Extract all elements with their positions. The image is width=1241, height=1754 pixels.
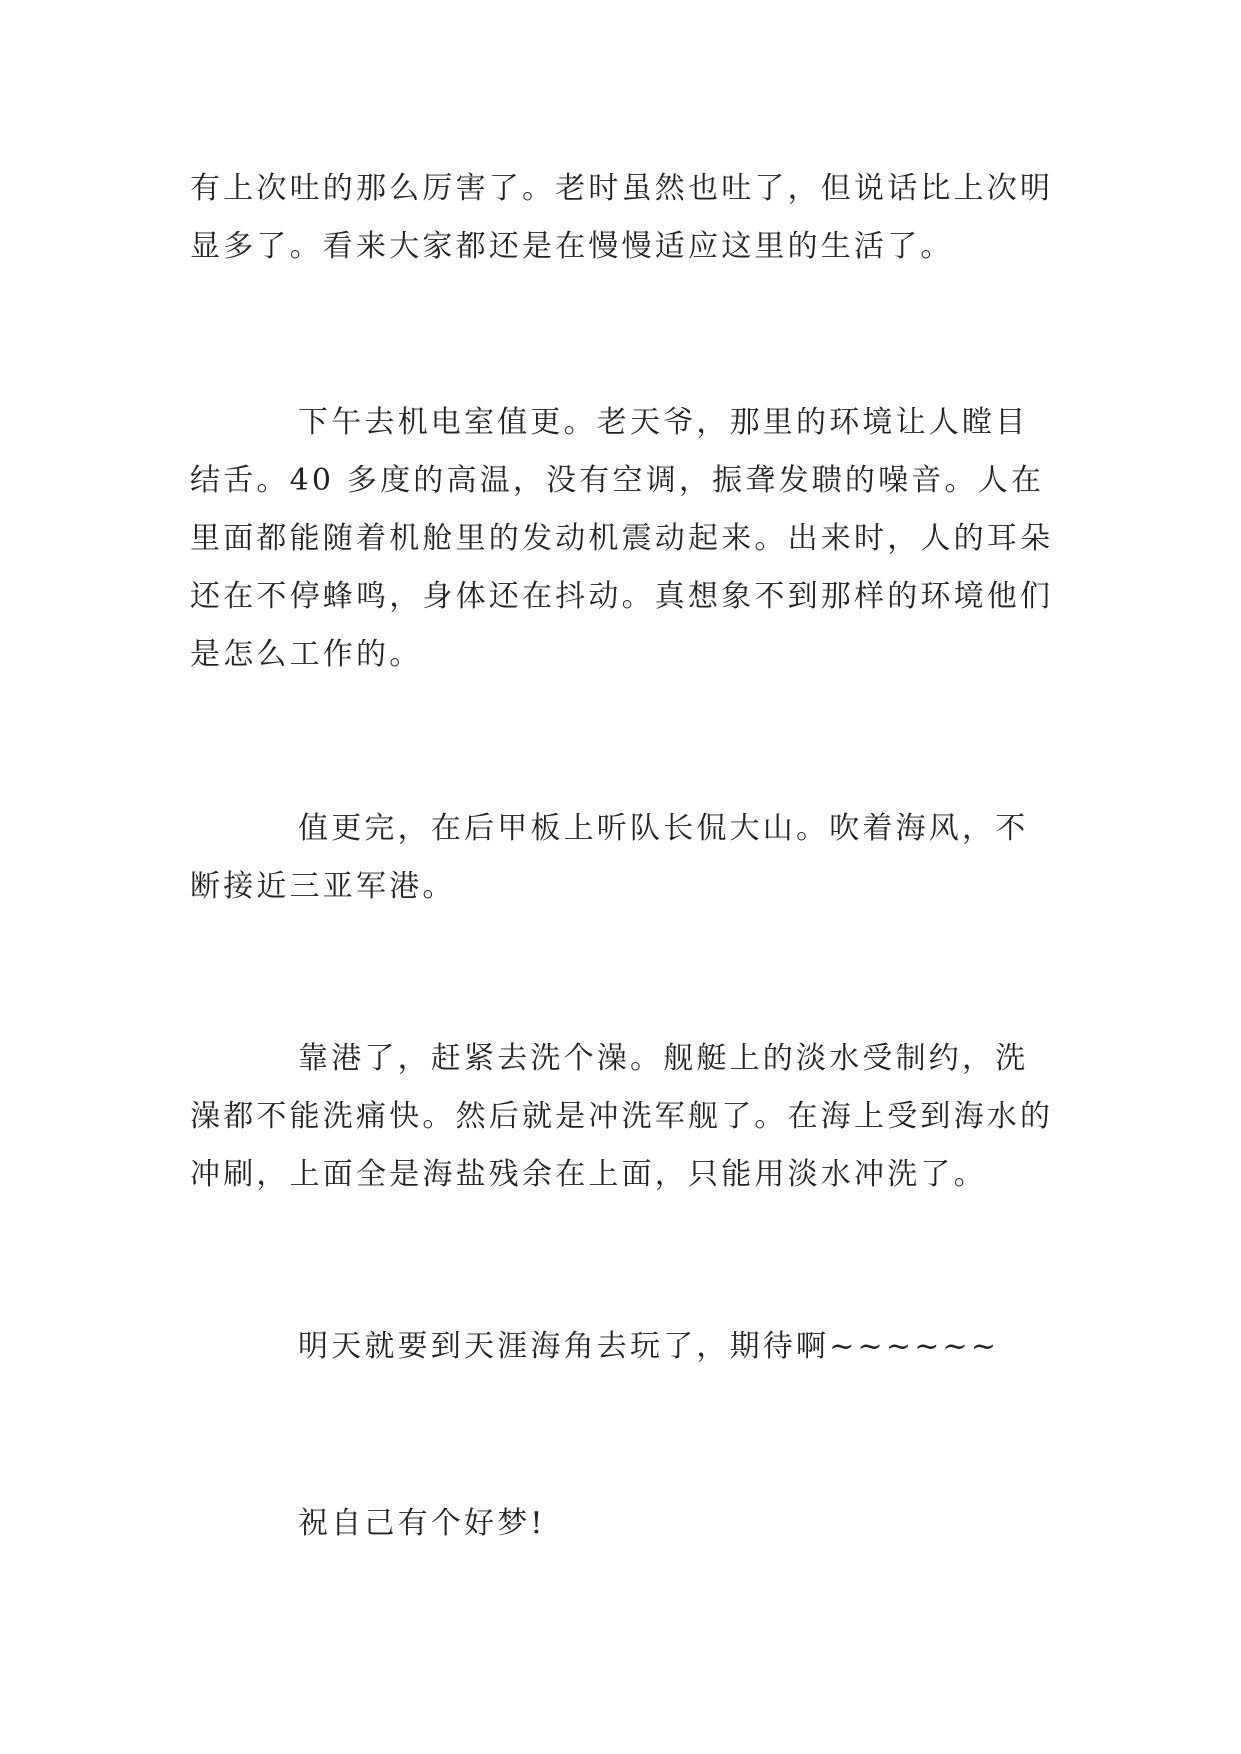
- paragraph-6: 祝自己有个好梦!: [298, 1506, 546, 1541]
- paragraph-3: 值更完，在后甲板上听队长侃大山。吹着海风，不断接近三亚军港。: [190, 811, 1029, 904]
- paragraph-5: 明天就要到天涯海角去玩了，期待啊~~~~~~: [298, 1329, 1000, 1364]
- paragraph-4: 靠港了，赶紧去洗个澡。舰艇上的淡水受制约，洗澡都不能洗痛快。然后就是冲洗军舰了。在海上受到海水的冲刷，上面全是海盐残余在上面，只能用淡水冲洗了。: [190, 1041, 1054, 1192]
- paragraph-1: 有上次吐的那么厉害了。老时虽然也吐了，但说话比上次明显多了。看来大家都还是在慢慢适应这里的生活了。: [190, 171, 1054, 264]
- paragraph-2: 下午去机电室值更。老天爷，那里的环境让人瞠目结舌。40 多度的高温，没有空调，振聋发聩的噪音。人在里面都能随着机舱里的发动机震动起来。出来时，人的耳朵还在不停蜂鸣，身体还在抖动。真想象不到那样的环境他们是怎么工作的。: [190, 405, 1054, 672]
